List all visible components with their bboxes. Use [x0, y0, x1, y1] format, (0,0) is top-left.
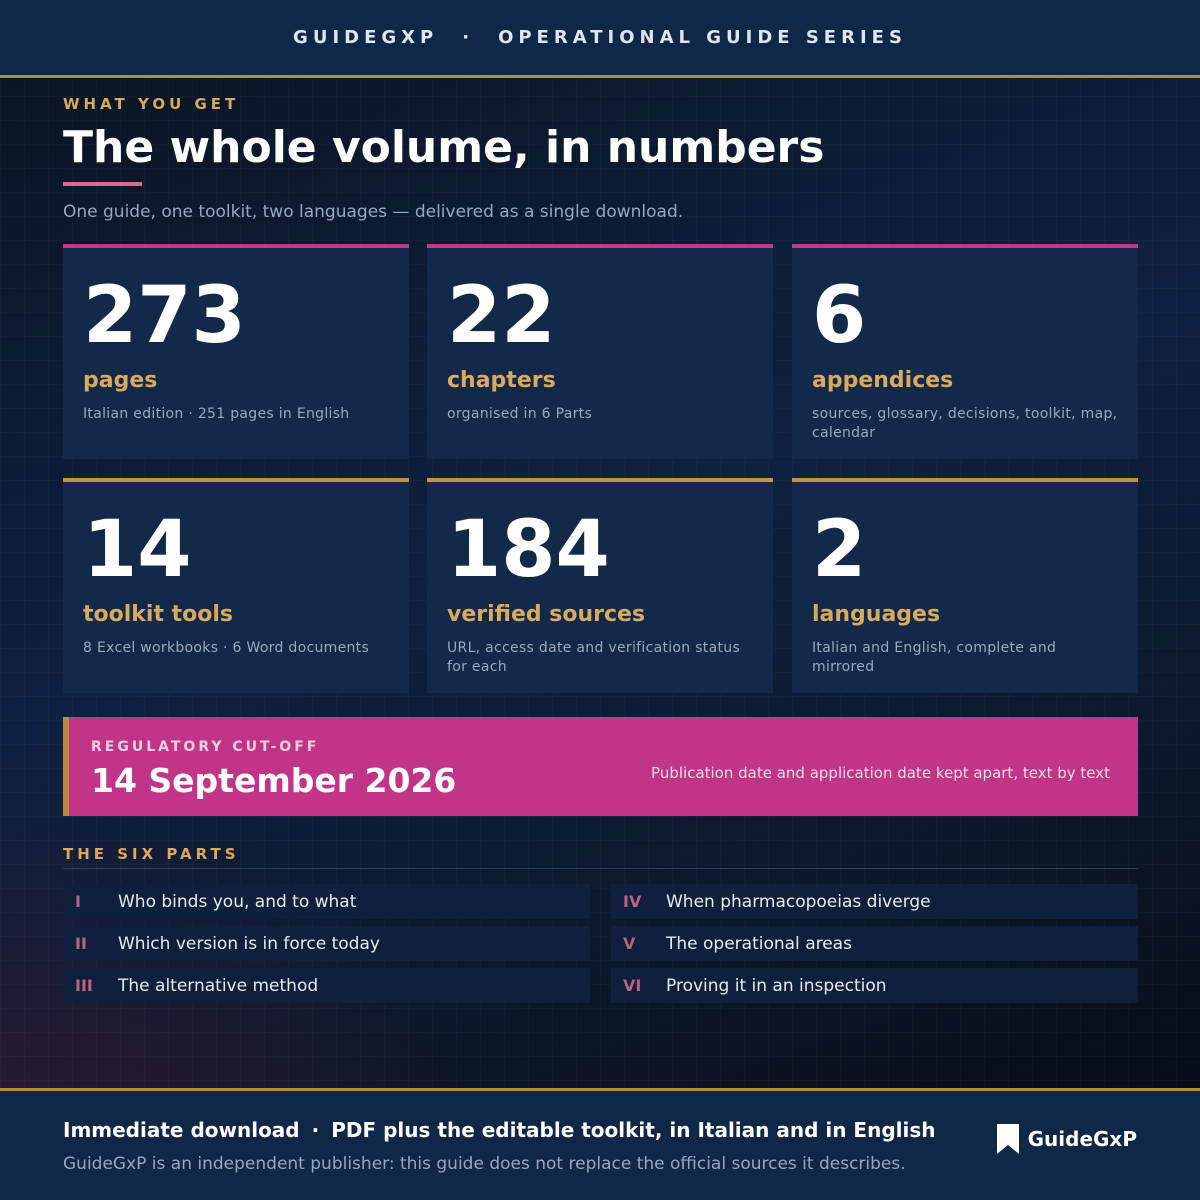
- header-brand: GUIDEGXP: [293, 27, 439, 48]
- stat-card-verified-sources: [427, 478, 773, 693]
- stat-label: verified sources: [447, 602, 646, 627]
- part-title: The alternative method: [118, 975, 319, 996]
- part-item: [63, 884, 590, 919]
- footer-disclaimer: GuideGxP is an independent publisher: this guide does not replace the official sources it describes.: [63, 1154, 906, 1174]
- bookmark-icon: [996, 1123, 1020, 1155]
- stat-label: chapters: [447, 368, 556, 393]
- stat-label: languages: [812, 602, 941, 627]
- part-item: [611, 926, 1138, 961]
- stat-value: 273: [83, 271, 246, 361]
- brand-logo: [996, 1123, 1137, 1155]
- section-eyebrow: WHAT YOU GET: [63, 95, 240, 113]
- stat-description: 8 Excel workbooks · 6 Word documents: [83, 640, 370, 656]
- part-item: [63, 968, 590, 1003]
- stat-value: 14: [83, 505, 192, 595]
- cutoff-date: 14 September 2026: [91, 761, 457, 800]
- part-title: When pharmacopoeias diverge: [666, 891, 931, 912]
- series-header: [293, 27, 907, 48]
- footer-separator: ·: [311, 1118, 320, 1142]
- stat-value: 184: [447, 505, 610, 595]
- stat-description: organised in 6 Parts: [447, 406, 593, 422]
- part-number: III: [75, 976, 93, 995]
- footer-headline: [63, 1118, 936, 1142]
- stat-card-appendices: [792, 244, 1138, 459]
- stat-label: toolkit tools: [83, 602, 234, 627]
- stat-card-pages: [63, 244, 409, 459]
- part-item: [611, 884, 1138, 919]
- stat-description: URL, access date and verification status for each: [447, 640, 741, 675]
- stat-description: Italian edition · 251 pages in English: [83, 406, 350, 422]
- footer-contents: PDF plus the editable toolkit, in Italian and in English: [331, 1118, 936, 1142]
- part-number: I: [75, 892, 81, 911]
- stat-card-toolkit-tools: [63, 478, 409, 693]
- part-number: IV: [623, 892, 642, 911]
- part-title: Who binds you, and to what: [118, 891, 357, 912]
- header-series: OPERATIONAL GUIDE SERIES: [498, 27, 907, 48]
- stat-description: sources, glossary, decisions, toolkit, map, calendar: [812, 406, 1118, 441]
- footer: [0, 1088, 1200, 1200]
- footer-download: Immediate download: [63, 1118, 300, 1142]
- part-item: [611, 968, 1138, 1003]
- page-title: The whole volume, in numbers: [63, 122, 825, 173]
- top-banner: [0, 0, 1200, 78]
- part-item: [63, 926, 590, 961]
- part-number: II: [75, 934, 87, 953]
- cutoff-note: Publication date and application date kept apart, text by text: [651, 764, 1110, 782]
- stat-value: 2: [812, 505, 867, 595]
- parts-divider: [63, 868, 1138, 869]
- part-title: Which version is in force today: [118, 933, 380, 954]
- parts-heading: THE SIX PARTS: [63, 845, 240, 863]
- stat-card-languages: [792, 478, 1138, 693]
- header-separator: ·: [462, 27, 475, 48]
- stat-description: Italian and English, complete and mirrored: [812, 640, 1057, 675]
- stat-value: 6: [812, 271, 867, 361]
- regulatory-cutoff-banner: [63, 717, 1138, 816]
- part-number: VI: [623, 976, 642, 995]
- stat-card-chapters: [427, 244, 773, 459]
- part-title: The operational areas: [666, 933, 852, 954]
- cutoff-eyebrow: REGULATORY CUT-OFF: [91, 739, 320, 755]
- stat-label: pages: [83, 368, 158, 393]
- part-title: Proving it in an inspection: [666, 975, 887, 996]
- stat-label: appendices: [812, 368, 954, 393]
- title-underline: [63, 182, 142, 186]
- stat-value: 22: [447, 271, 556, 361]
- brand-name: GuideGxP: [1027, 1127, 1137, 1151]
- page-subtitle: One guide, one toolkit, two languages — delivered as a single download.: [63, 202, 684, 222]
- part-number: V: [623, 934, 636, 953]
